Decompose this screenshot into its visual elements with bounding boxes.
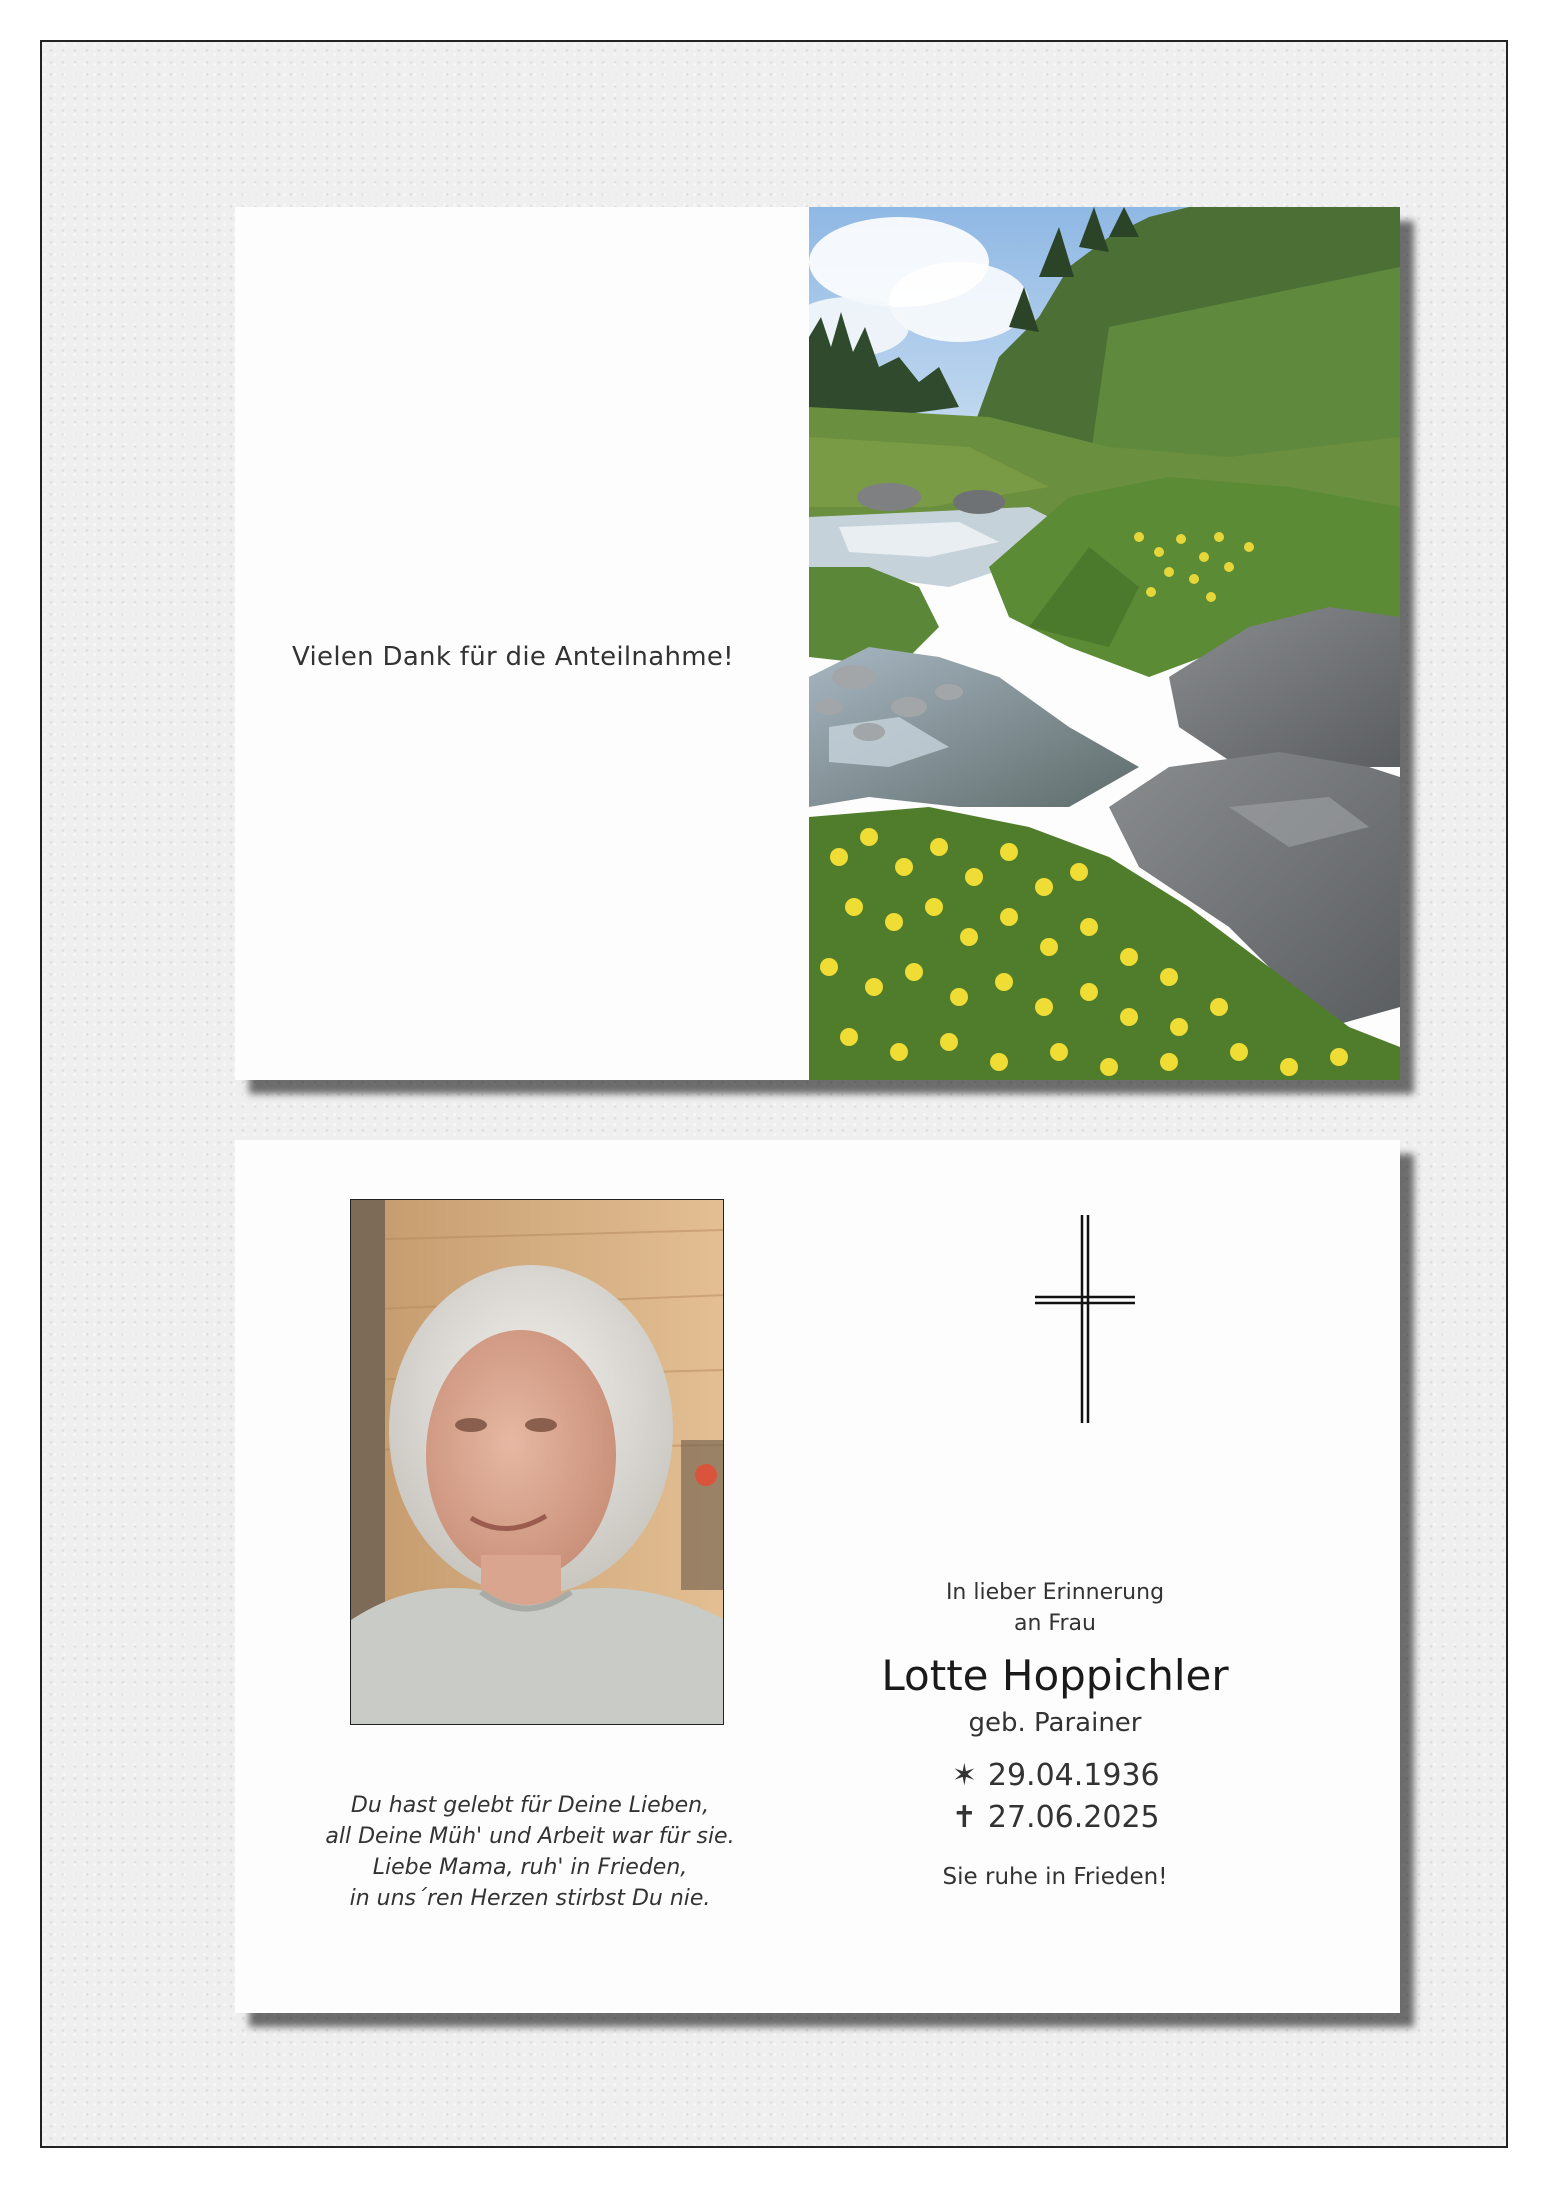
thanks-card [235,207,1400,1080]
closing-text: Sie ruhe in Frieden! [942,1864,1168,1890]
small-cross-icon: ✝ [951,1800,977,1835]
portrait-photo [350,1199,724,1725]
deceased-name: Lotte Hoppichler [881,1651,1229,1700]
death-date-row [875,1797,1235,1839]
thanks-message: Vielen Dank für die Anteilnahme! [292,642,734,672]
star-icon: ✶ [951,1758,977,1793]
birth-date: 29.04.1936 [987,1758,1160,1793]
intro-line: In lieber Erinnerung [945,1580,1165,1605]
page-sheet [40,40,1508,2148]
verse-line: Liebe Mama, ruh' in Frieden, [372,1855,688,1880]
intro-line-2: an Frau [1014,1611,1096,1636]
memorial-text [875,1577,1235,1893]
cross-icon [1035,1215,1135,1423]
verse-line: Du hast gelebt für Deine Lieben, [350,1793,710,1818]
verse [265,1790,795,1914]
verse-line: in uns´ren Herzen stirbst Du nie. [349,1886,711,1911]
verse-line: all Deine Müh' und Arbeit war für sie. [325,1824,735,1849]
death-date: 27.06.2025 [987,1800,1160,1835]
memorial-card [235,1140,1400,2013]
maiden-name: geb. Parainer [968,1708,1142,1738]
birth-date-row [875,1755,1235,1797]
landscape-photo [809,207,1400,1080]
